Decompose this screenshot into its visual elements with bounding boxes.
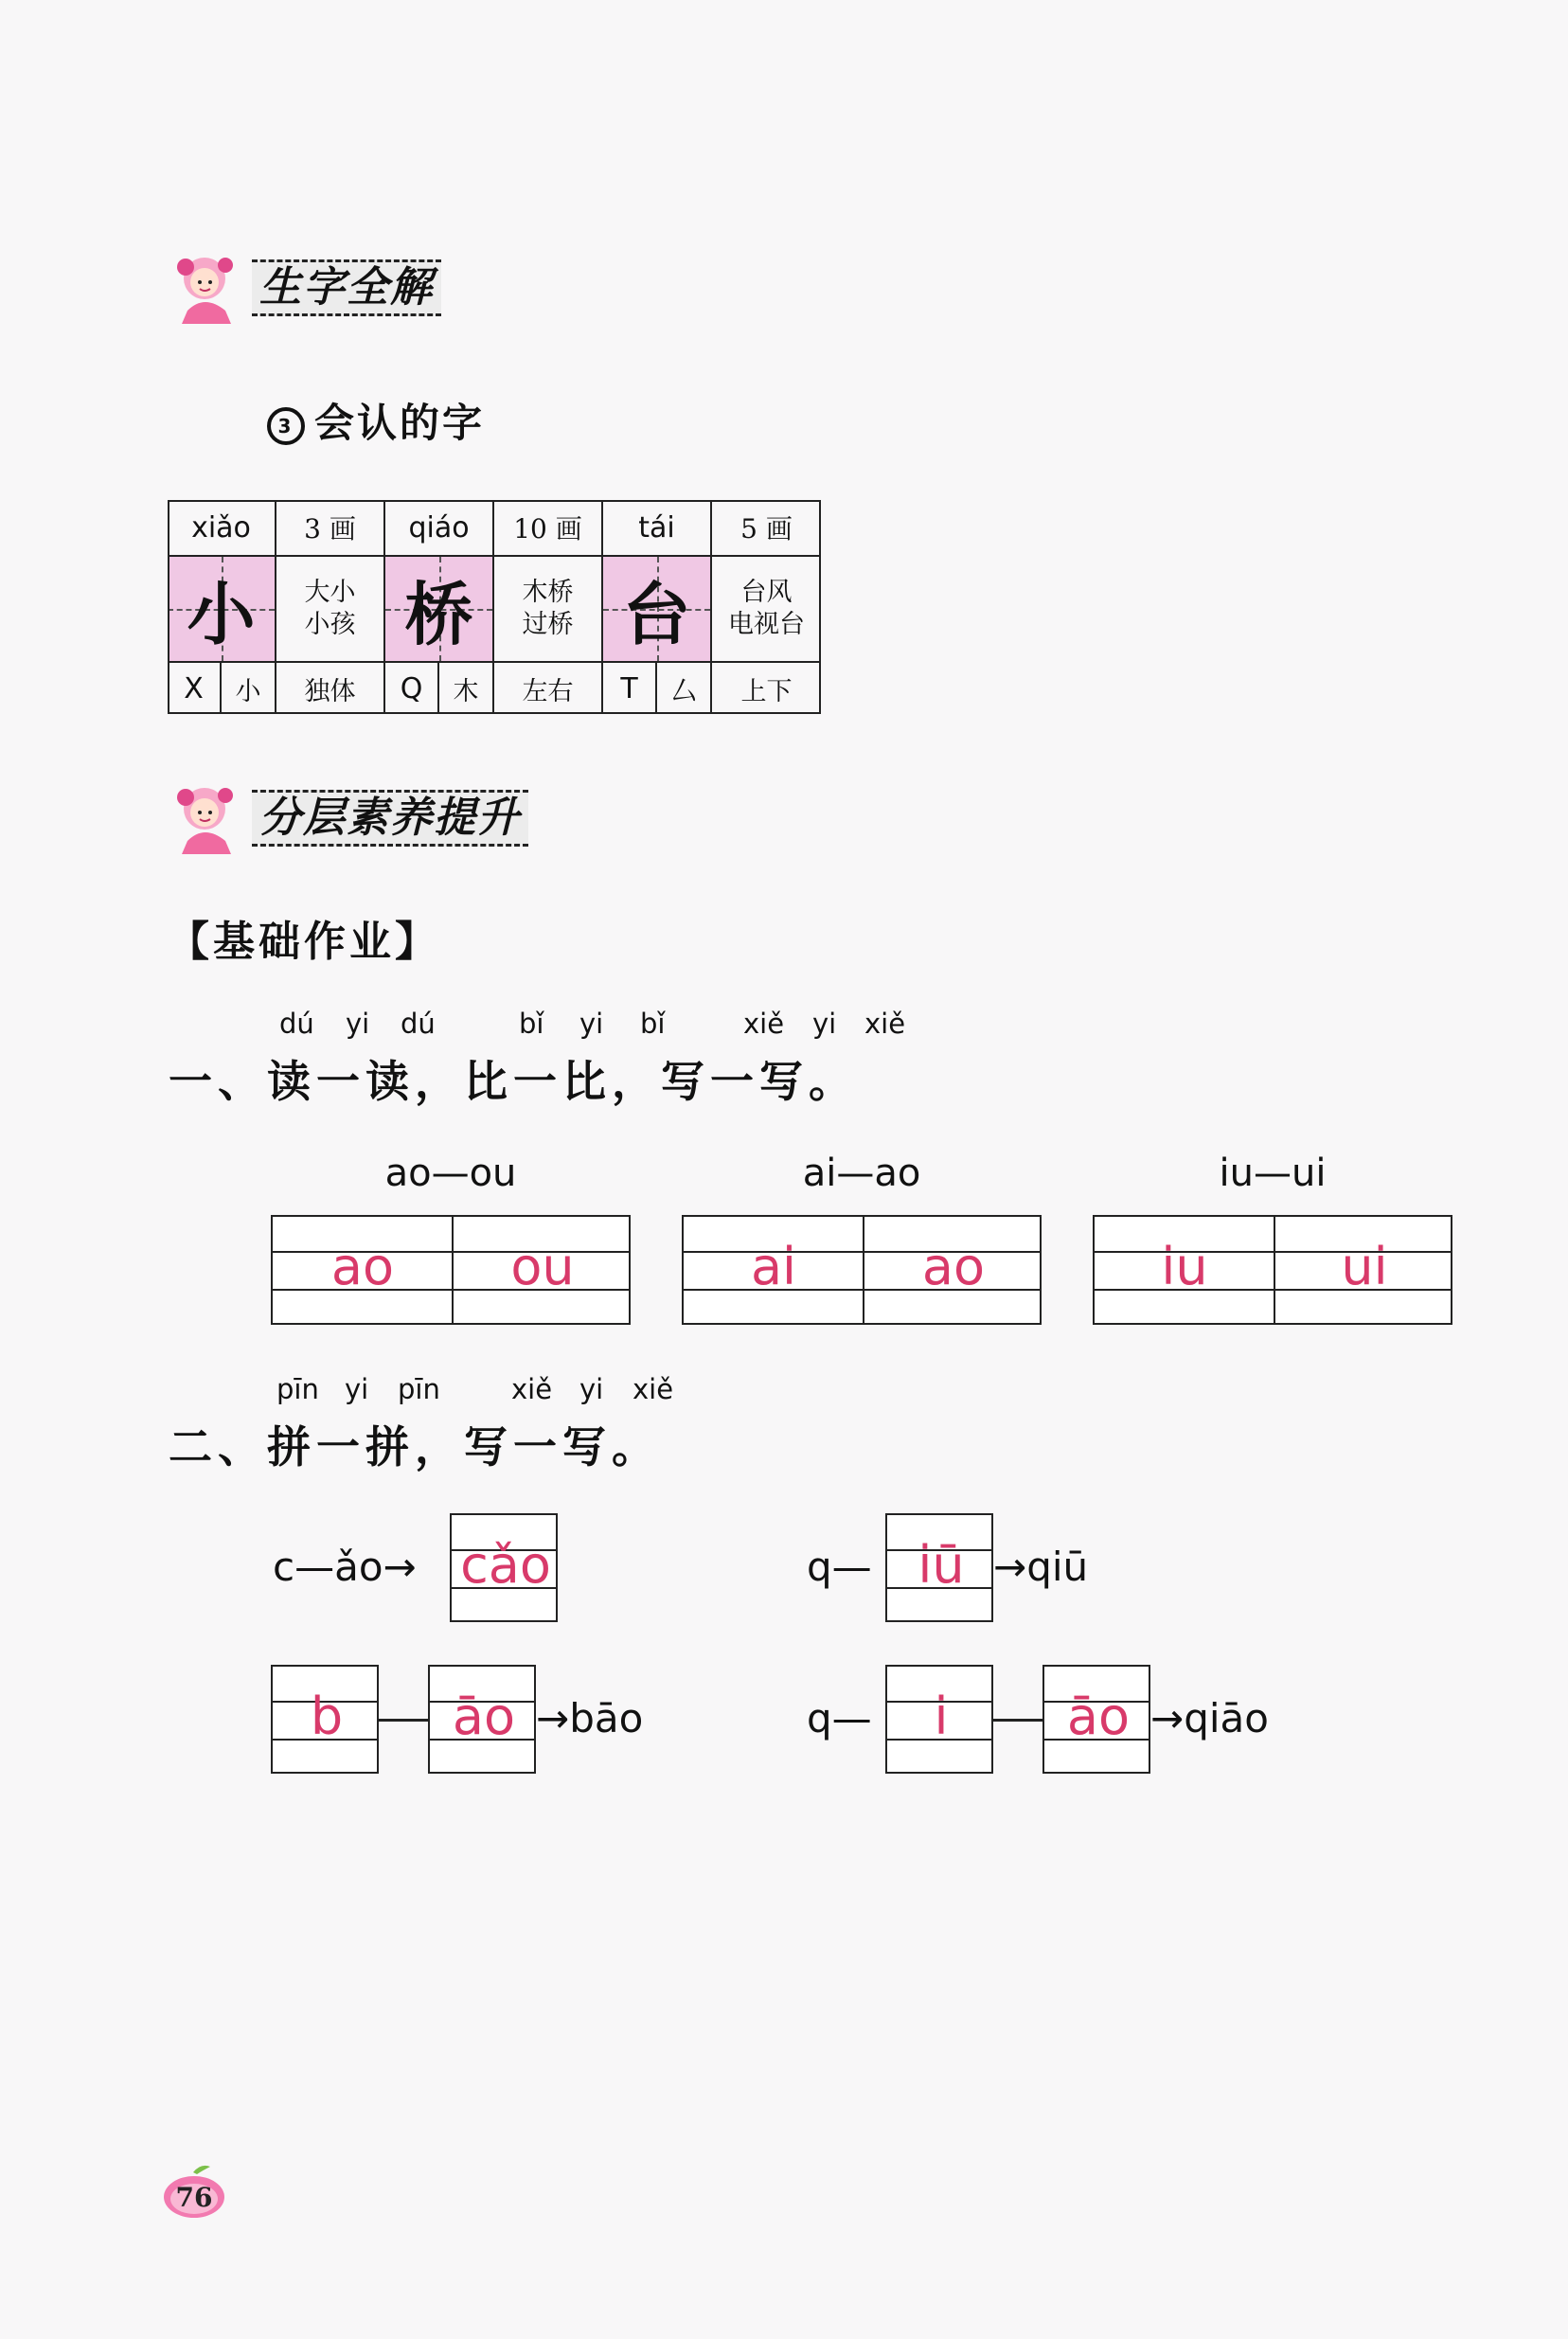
character: 小 bbox=[187, 574, 256, 654]
answer-text: iu bbox=[1161, 1237, 1208, 1296]
subheading-text: 会认的字 bbox=[314, 400, 486, 446]
answer-text: b bbox=[310, 1687, 344, 1746]
section-header-characters bbox=[169, 244, 490, 330]
pinyin-annotation: xiě bbox=[633, 1373, 674, 1405]
pinyin-annotation: yi bbox=[579, 1373, 604, 1405]
pinyin-annotation: yi bbox=[346, 1008, 370, 1040]
initial-cell: Q bbox=[385, 663, 439, 714]
pinyin-annotation: yi bbox=[345, 1373, 369, 1405]
writing-grid bbox=[428, 1665, 536, 1774]
writing-grid bbox=[885, 1665, 993, 1774]
connector-dash bbox=[379, 1719, 428, 1722]
writing-grid bbox=[885, 1513, 993, 1622]
pair-label: ai—ao bbox=[802, 1152, 921, 1195]
section-title: 分层素养提升 bbox=[252, 790, 528, 847]
writing-grid bbox=[271, 1215, 631, 1325]
spelling-lead: q— bbox=[807, 1544, 872, 1590]
question-2-title: 二、拼一拼，写一写。 bbox=[169, 1421, 661, 1473]
spelling-result: →qiāo bbox=[1150, 1695, 1269, 1741]
word: 过桥 bbox=[522, 610, 574, 639]
pair-label: iu—ui bbox=[1219, 1152, 1327, 1195]
initial-cell: X bbox=[168, 663, 222, 714]
word: 台风 bbox=[740, 578, 793, 607]
pinyin-cell: qiáo bbox=[385, 500, 494, 557]
section-title: 生字全解 bbox=[252, 259, 441, 316]
answer-text: ui bbox=[1341, 1237, 1388, 1296]
pinyin-annotation: dú bbox=[279, 1008, 314, 1040]
pinyin-annotation: bǐ bbox=[640, 1008, 666, 1040]
pinyin-cell: tái bbox=[603, 500, 712, 557]
radical-cell: 木 bbox=[439, 663, 494, 714]
answer-text: ao bbox=[330, 1237, 395, 1296]
pair-label: ao—ou bbox=[384, 1152, 517, 1195]
pinyin-cell: xiǎo bbox=[168, 500, 276, 557]
radical-cell: 厶 bbox=[657, 663, 712, 714]
word: 电视台 bbox=[728, 610, 805, 639]
answer-text: iū bbox=[918, 1535, 965, 1595]
spelling-result: →bāo bbox=[536, 1695, 644, 1741]
pinyin-annotation: pīn bbox=[398, 1373, 440, 1405]
writing-grid bbox=[1042, 1665, 1150, 1774]
pinyin-annotation: pīn bbox=[276, 1373, 319, 1405]
answer-text: i bbox=[934, 1687, 949, 1746]
answer-text: cǎo bbox=[460, 1535, 551, 1595]
character: 台 bbox=[622, 574, 691, 654]
answer-text: ao bbox=[921, 1237, 986, 1296]
spelling-lead: q— bbox=[807, 1695, 872, 1741]
table-frame bbox=[168, 500, 821, 714]
radical-cell: 小 bbox=[222, 663, 276, 714]
spelling-lead: c—ǎo→ bbox=[273, 1544, 417, 1590]
writing-grid bbox=[682, 1215, 1042, 1325]
character: 桥 bbox=[404, 574, 473, 654]
writing-grid bbox=[1093, 1215, 1452, 1325]
structure-cell: 左右 bbox=[494, 663, 603, 714]
pinyin-annotation: bǐ bbox=[519, 1008, 544, 1040]
question-1-title: 一、读一读，比一比，写一写。 bbox=[169, 1056, 858, 1107]
pinyin-annotation: yi bbox=[579, 1008, 604, 1040]
stroke-count-cell: 3 画 bbox=[276, 500, 385, 557]
word: 大小 bbox=[304, 578, 356, 607]
page-number-badge bbox=[159, 2163, 229, 2220]
answer-text: āo bbox=[452, 1687, 516, 1746]
stroke-count-cell: 5 画 bbox=[712, 500, 821, 557]
homework-heading: 【基础作业】 bbox=[168, 918, 440, 966]
page-number: 76 bbox=[175, 2182, 213, 2213]
pinyin-annotation: xiě bbox=[743, 1008, 785, 1040]
pinyin-annotation: xiě bbox=[511, 1373, 553, 1405]
answer-text: ou bbox=[510, 1237, 575, 1296]
answer-text: ai bbox=[750, 1237, 797, 1296]
step-circle-icon: 3 bbox=[267, 407, 305, 445]
writing-grid bbox=[271, 1665, 379, 1774]
pinyin-annotation: xiě bbox=[864, 1008, 906, 1040]
connector-dash bbox=[993, 1719, 1042, 1722]
writing-grid bbox=[450, 1513, 558, 1622]
word: 木桥 bbox=[522, 578, 574, 607]
character-table bbox=[168, 500, 821, 714]
spelling-result: →qiū bbox=[993, 1544, 1089, 1590]
pinyin-annotation: dú bbox=[401, 1008, 436, 1040]
pinyin-annotation: yi bbox=[812, 1008, 837, 1040]
initial-cell: T bbox=[603, 663, 657, 714]
girl-mascot-icon bbox=[169, 244, 254, 330]
girl-mascot-icon bbox=[169, 775, 254, 860]
answer-text: āo bbox=[1066, 1687, 1131, 1746]
stroke-count-cell: 10 画 bbox=[494, 500, 603, 557]
subheading bbox=[267, 392, 485, 449]
word: 小孩 bbox=[304, 610, 356, 639]
section-header-practice bbox=[169, 775, 585, 860]
structure-cell: 上下 bbox=[740, 676, 793, 706]
structure-cell: 独体 bbox=[276, 663, 385, 714]
